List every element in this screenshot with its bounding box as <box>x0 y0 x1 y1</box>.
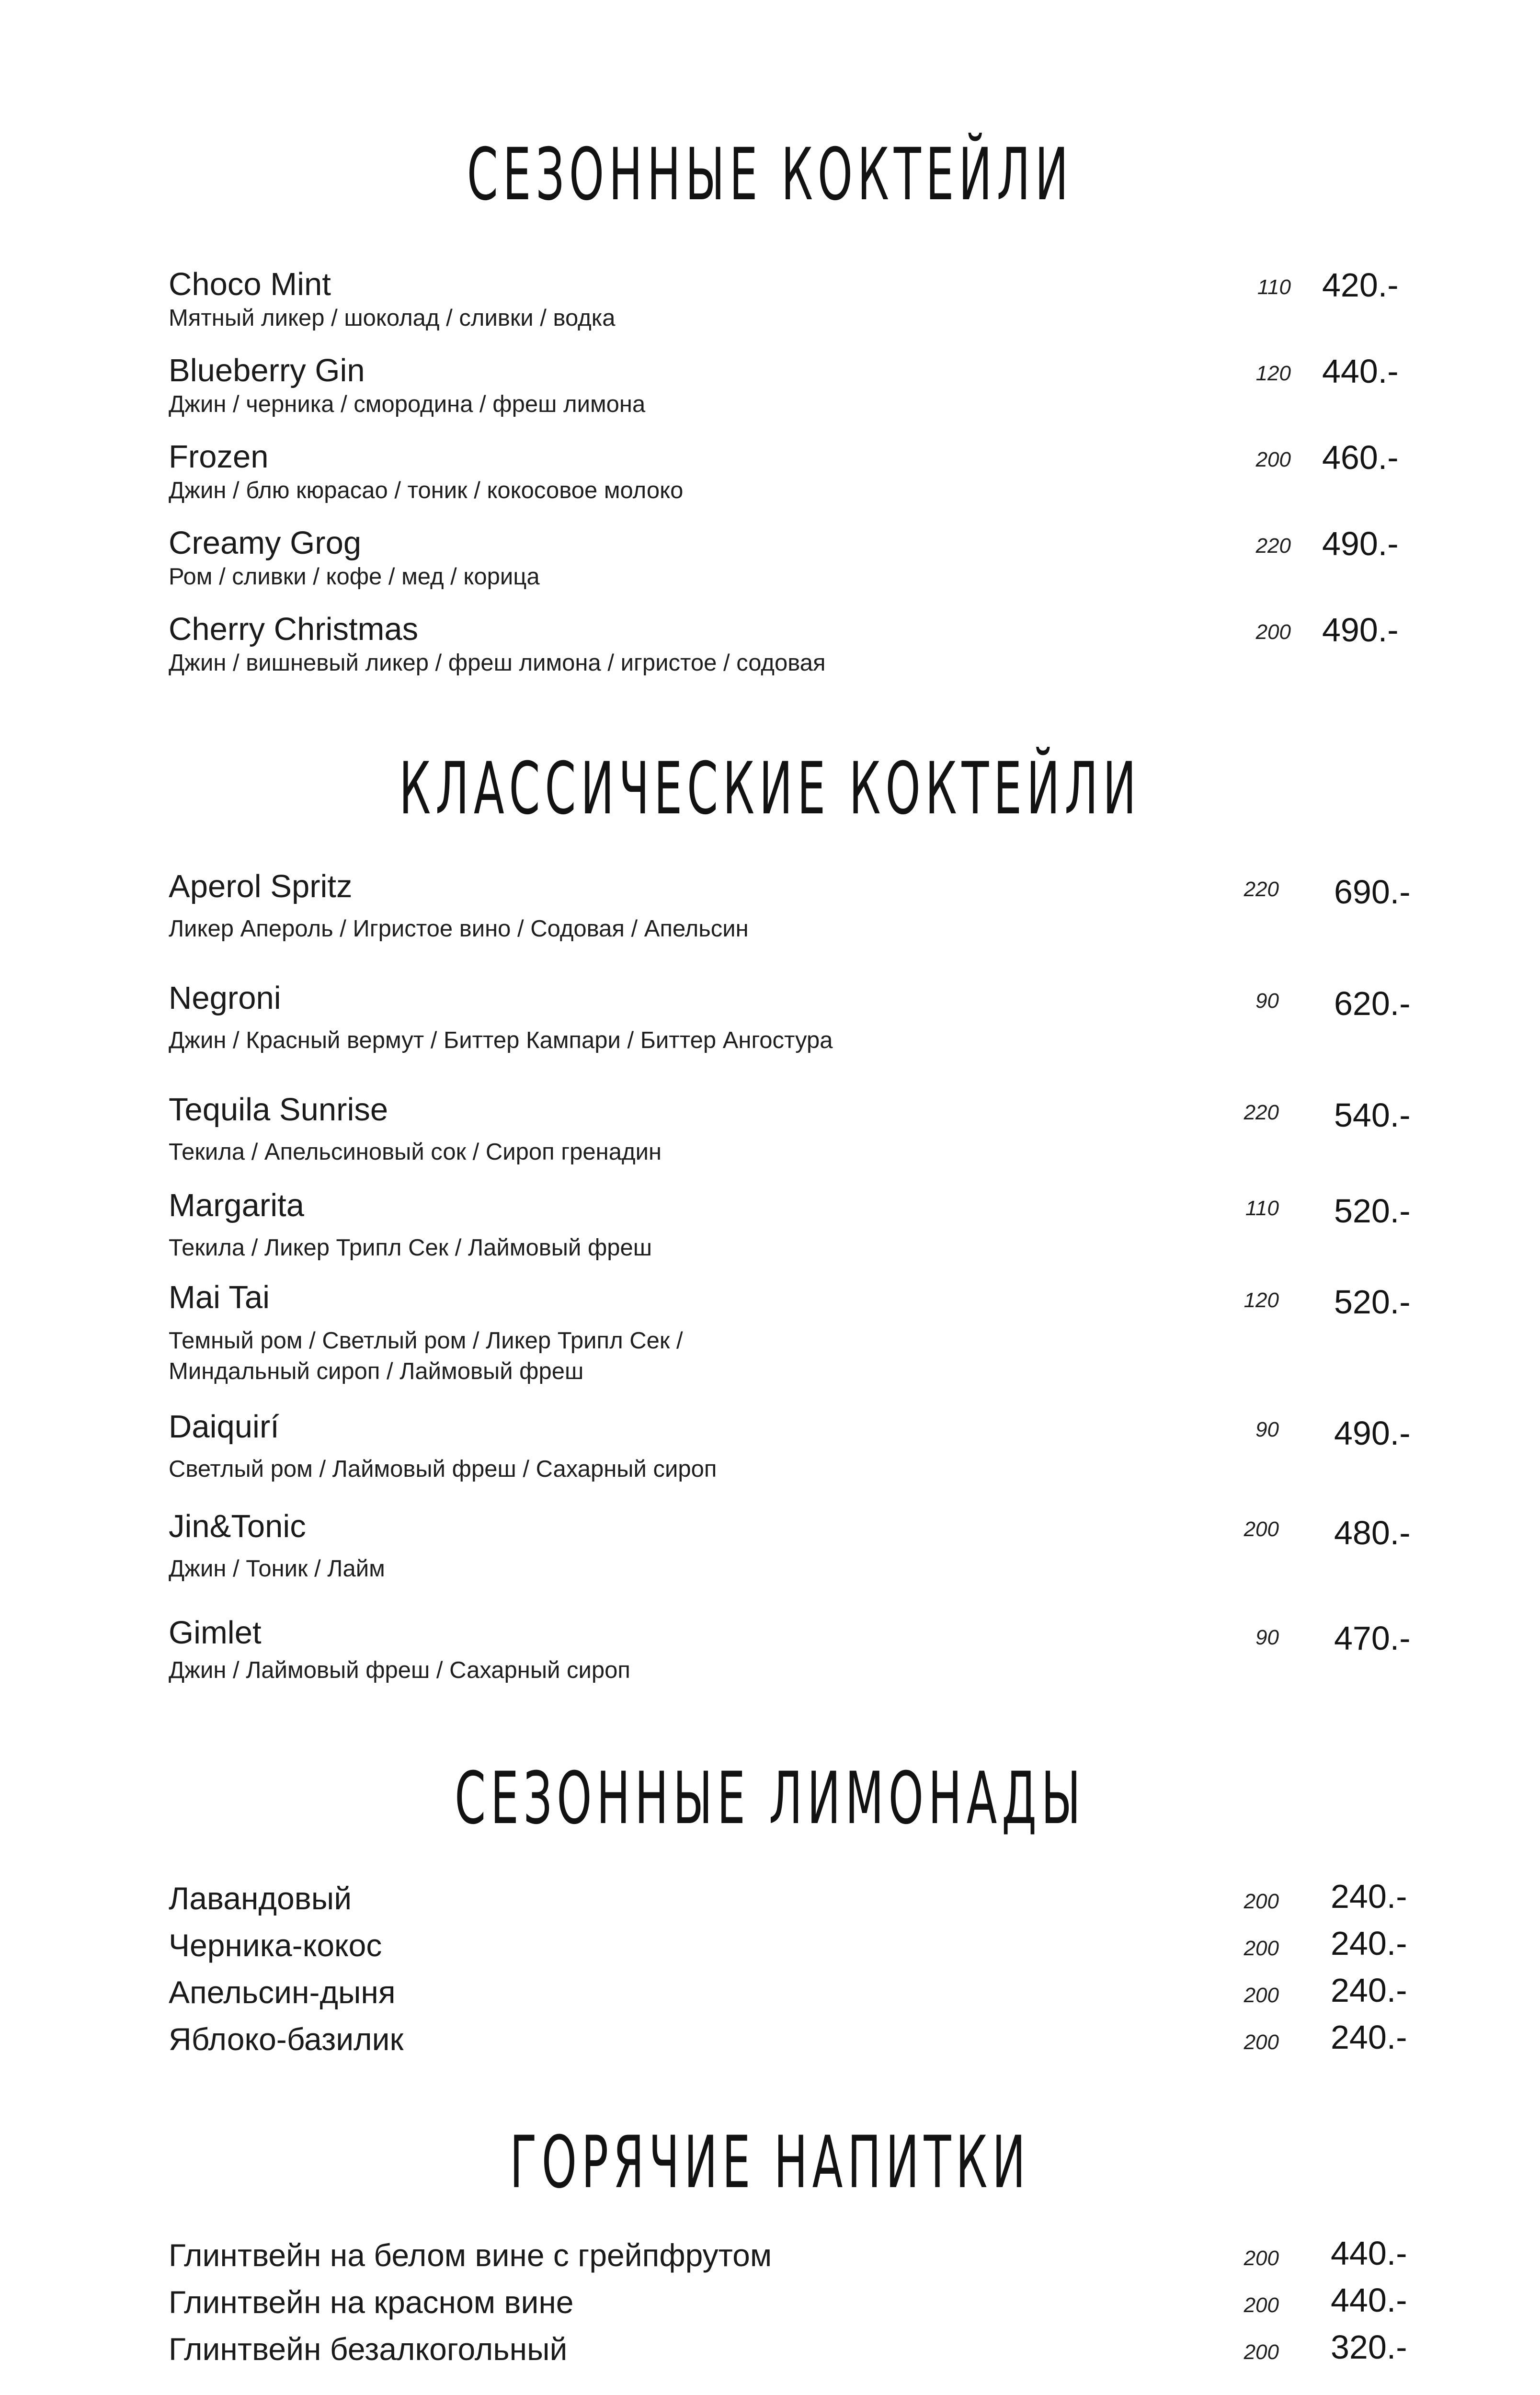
item-volume: 200 <box>1255 448 1291 471</box>
item-name: Gimlet <box>169 1615 262 1651</box>
item-name: Aperol Spritz <box>169 868 353 904</box>
item-description-line-2: Миндальный сироп / Лаймовый фреш <box>169 1358 584 1384</box>
item-volume: 200 <box>1243 1937 1279 1960</box>
item-price: 440.- <box>1331 2281 1407 2319</box>
item-description: Джин / Лаймовый фреш / Сахарный сироп <box>169 1657 630 1683</box>
item-volume: 200 <box>1255 620 1291 644</box>
item-volume: 120 <box>1243 1289 1279 1312</box>
item-price: 490.- <box>1334 1414 1411 1452</box>
item-name: Cherry Christmas <box>169 611 419 647</box>
item-price: 240.- <box>1331 1878 1407 1915</box>
item-name: Глинтвейн на красном вине <box>169 2284 574 2320</box>
item-price: 460.- <box>1322 439 1399 476</box>
item-name: Choco Mint <box>169 266 331 302</box>
item-volume: 120 <box>1255 362 1291 385</box>
item-volume: 220 <box>1243 1101 1279 1124</box>
item-description: Ликер Апероль / Игристое вино / Содовая / Апельсин <box>169 916 749 942</box>
item-price: 440.- <box>1331 2235 1407 2272</box>
item-name: Margarita <box>169 1187 304 1223</box>
item-price: 240.- <box>1331 1925 1407 1962</box>
item-price: 240.- <box>1331 2019 1407 2056</box>
item-price: 440.- <box>1322 353 1399 390</box>
item-price: 320.- <box>1331 2328 1407 2366</box>
item-name: Глинтвейн на белом вине с грейпфрутом <box>169 2237 772 2273</box>
item-name: Апельсин-дыня <box>169 1974 396 2010</box>
item-volume: 200 <box>1243 2030 1279 2054</box>
item-price: 490.- <box>1322 611 1399 649</box>
item-description: Джин / вишневый ликер / фреш лимона / игристое / содовая <box>169 650 826 676</box>
item-price: 620.- <box>1334 985 1411 1022</box>
item-name: Daiquirí <box>169 1409 279 1445</box>
item-name: Creamy Grog <box>169 525 362 561</box>
item-price: 240.- <box>1331 1972 1407 2009</box>
item-price: 690.- <box>1334 873 1411 911</box>
item-description: Текила / Ликер Трипл Сек / Лаймовый фреш <box>169 1235 652 1261</box>
item-volume: 200 <box>1243 1517 1279 1541</box>
item-description: Джин / Красный вермут / Биттер Кампари / Биттер Ангостура <box>169 1027 833 1053</box>
item-price: 480.- <box>1334 1514 1411 1551</box>
section-title-seasonal-cocktails: СЕЗОННЫЕ КОКТЕЙЛИ <box>467 133 1073 217</box>
item-price: 520.- <box>1334 1192 1411 1230</box>
item-name: Jin&Tonic <box>169 1508 306 1544</box>
item-description: Ром / сливки / кофе / мед / корица <box>169 564 540 590</box>
item-description: Светлый ром / Лаймовый фреш / Сахарный сироп <box>169 1456 717 1482</box>
item-volume: 110 <box>1245 1197 1279 1220</box>
item-name: Blueberry Gin <box>169 353 365 388</box>
item-description: Джин / блю кюрасао / тоник / кокосовое молоко <box>169 478 684 503</box>
item-name: Mai Tai <box>169 1279 270 1315</box>
item-volume: 220 <box>1255 534 1291 558</box>
item-name: Frozen <box>169 439 269 475</box>
item-volume: 90 <box>1255 989 1279 1013</box>
section-title-classic-cocktails: КЛАССИЧЕСКИЕ КОКТЕЙЛИ <box>399 747 1141 831</box>
item-price: 420.- <box>1322 266 1399 304</box>
item-volume: 200 <box>1243 1890 1279 1913</box>
item-volume: 90 <box>1255 1418 1279 1441</box>
item-price: 490.- <box>1322 525 1399 562</box>
item-volume: 110 <box>1257 275 1291 299</box>
item-description: Мятный ликер / шоколад / сливки / водка <box>169 305 616 331</box>
item-volume: 90 <box>1255 1626 1279 1649</box>
section-title-seasonal-lemonades: СЕЗОННЫЕ ЛИМОНАДЫ <box>455 1757 1085 1840</box>
item-volume: 200 <box>1243 2247 1279 2270</box>
item-name: Negroni <box>169 980 281 1016</box>
item-name: Tequila Sunrise <box>169 1092 388 1128</box>
item-description: Джин / Тоник / Лайм <box>169 1556 385 1582</box>
item-description: Текила / Апельсиновый сок / Сироп гренадин <box>169 1139 662 1165</box>
item-name: Лавандовый <box>169 1881 352 1916</box>
item-volume: 200 <box>1243 2293 1279 2317</box>
item-volume: 220 <box>1243 878 1279 901</box>
item-volume: 200 <box>1243 1984 1279 2007</box>
item-volume: 200 <box>1243 2340 1279 2364</box>
item-name: Черника-кокос <box>169 1927 382 1963</box>
item-price: 470.- <box>1334 1619 1411 1657</box>
item-price: 540.- <box>1334 1096 1411 1134</box>
item-description: Темный ром / Светлый ром / Ликер Трипл Сек / <box>169 1328 683 1354</box>
item-price: 520.- <box>1334 1283 1411 1321</box>
item-name: Яблоко-базилик <box>169 2021 404 2057</box>
item-name: Глинтвейн безалкогольный <box>169 2331 568 2367</box>
section-title-hot-drinks: ГОРЯЧИЕ НАПИТКИ <box>510 2121 1030 2204</box>
item-description: Джин / черника / смородина / фреш лимона <box>169 391 646 417</box>
